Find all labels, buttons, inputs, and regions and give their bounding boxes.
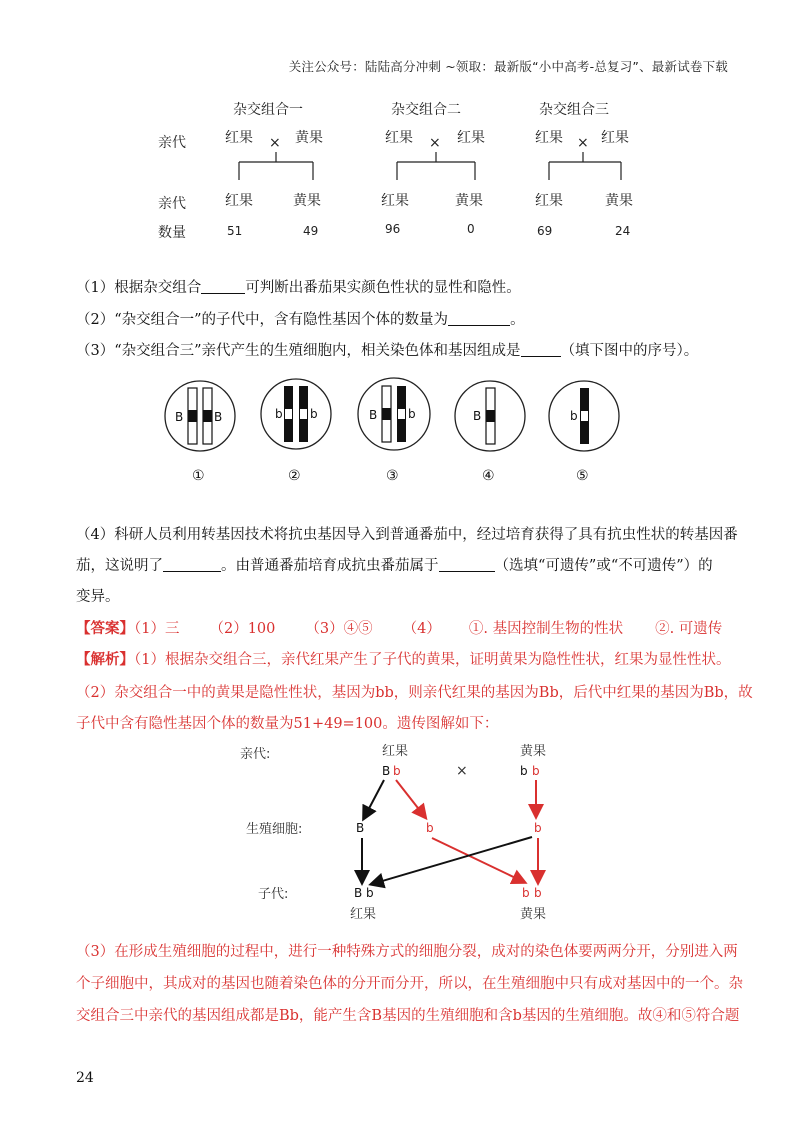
offspring-2: 黄果 (605, 193, 633, 209)
analysis-p3-line-3: 交组合三中亲代的基因组成都是Bb，能产生含B基因的生殖细胞和含b基因的生殖细胞。故④和⑤符合题 (76, 1008, 740, 1024)
diagram-child-yellow: 黄果 (520, 907, 547, 922)
parent-gene-B: B (382, 764, 391, 778)
group-title: 杂交组合二 (391, 102, 461, 118)
chromosome-cells-figure (160, 374, 660, 486)
offspring-1: 红果 (225, 193, 253, 209)
child-gene-b: b (366, 886, 374, 900)
gamete-b-red: b (426, 821, 434, 835)
allele-B: B (369, 408, 378, 422)
parent-yellow-gene-1: b (520, 764, 528, 778)
cell-label-4: ④ (482, 468, 495, 484)
parent-yellow-gene-2: b (532, 764, 540, 778)
offspring-1: 红果 (381, 193, 409, 209)
analysis-p2-line-1: （2）杂交组合一中的黄果是隐性性状，基因为bb，则亲代红果的基因为Bb，后代中红果的基因为Bb，故 (76, 685, 753, 701)
group-title: 杂交组合三 (539, 102, 609, 118)
count-2: 0 (467, 222, 475, 236)
question-4-line-1: （4）科研人员利用转基因技术将抗虫基因导入到普通番茄中，经过培育获得了具有抗虫性状的转基因番 (76, 527, 738, 543)
question-4-line-3: 变异。 (76, 589, 120, 605)
cell-label-2: ② (288, 468, 301, 484)
child-gene-B: B (354, 886, 363, 900)
page-number: 24 (76, 1070, 94, 1086)
count-1: 96 (385, 222, 401, 236)
analysis-p3-line-2: 个子细胞中，其成对的基因也随着染色体的分开而分开，所以，在生殖细胞中只有成对基因中的一个。杂 (76, 976, 743, 992)
row-label-offspring: 亲代 (158, 196, 186, 212)
gamete-b-yellow: b (534, 821, 542, 835)
diagram-parent-label: 亲代: (240, 747, 271, 762)
cross-table-figure (150, 90, 670, 250)
cross-symbol: × (269, 135, 281, 151)
cell-label-1: ① (192, 468, 205, 484)
analysis-p2-line-2: 子代中含有隐性基因个体的数量为51+49=100。遗传图解如下： (76, 716, 499, 732)
row-label-count: 数量 (158, 225, 186, 241)
diagram-cross: × (456, 763, 468, 779)
count-2: 49 (303, 224, 319, 238)
diagram-child-red: 红果 (350, 907, 377, 922)
gamete-B: B (356, 821, 365, 835)
question-2: （2）“杂交组合一”的子代中，含有隐性基因个体的数量为 。 (76, 312, 525, 328)
parent-2: 黄果 (295, 130, 323, 146)
cell-3 (358, 378, 430, 484)
diagram-parent-red: 红果 (382, 744, 409, 759)
parent-1: 红果 (535, 130, 563, 146)
cell-2 (261, 379, 331, 484)
parent-1: 红果 (225, 130, 253, 146)
allele-B: B (473, 409, 482, 423)
diagram-child-label: 子代: (258, 887, 289, 902)
child-yellow-gene-1: b (522, 886, 530, 900)
count-2: 24 (615, 224, 631, 238)
genetic-diagram (240, 738, 580, 928)
cross-group-3 (535, 101, 633, 238)
parent-1: 红果 (385, 130, 413, 146)
question-3: （3）“杂交组合三”亲代产生的生殖细胞内，相关染色体和基因组成是 （填下图中的序号）。 (76, 343, 699, 359)
allele-B-left: B (175, 410, 184, 424)
cell-label-5: ⑤ (576, 468, 589, 484)
offspring-2: 黄果 (293, 193, 321, 209)
group-title: 杂交组合一 (233, 102, 303, 118)
question-4-line-2: 茄，这说明了 。由普通番茄培育成抗虫番茄属于 （选填“可遗传”或“不可遗传”）的 (76, 558, 713, 574)
parent-gene-b: b (393, 764, 401, 778)
offspring-1: 红果 (535, 193, 563, 209)
offspring-2: 黄果 (455, 193, 483, 209)
row-label-parent: 亲代 (158, 135, 186, 151)
cell-4 (455, 381, 525, 484)
page-header: 关注公众号：陆陆高分冲刺 ~领取：最新版“小中高考-总复习”、最新试卷下载 (288, 59, 728, 74)
cell-label-3: ③ (386, 468, 399, 484)
diagram-gamete-label: 生殖细胞: (246, 822, 303, 837)
cell-5 (549, 381, 619, 484)
parent-2: 红果 (457, 130, 485, 146)
child-yellow-gene-2: b (534, 886, 542, 900)
allele-B-right: B (214, 410, 223, 424)
count-1: 69 (537, 224, 553, 238)
question-1: （1）根据杂交组合 可判断出番茄果实颜色性状的显性和隐性。 (76, 280, 521, 296)
allele-b: b (408, 407, 416, 421)
parent-2: 红果 (601, 130, 629, 146)
cross-symbol: × (577, 135, 589, 151)
cross-group-1 (225, 101, 323, 238)
cross-symbol: × (429, 135, 441, 151)
diagram-parent-yellow: 黄果 (520, 744, 547, 759)
cross-group-2 (381, 101, 485, 236)
allele-b-right: b (310, 407, 318, 421)
allele-b-left: b (275, 407, 283, 421)
analysis-p1: 【解析】（1）根据杂交组合三，亲代红果产生了子代的黄果，证明黄果为隐性性状，红果为显性性状。 (76, 651, 731, 668)
allele-b: b (570, 409, 578, 423)
count-1: 51 (227, 224, 243, 238)
analysis-p3-line-1: （3）在形成生殖细胞的过程中，进行一种特殊方式的细胞分裂，成对的染色体要两两分开，分别进入两 (76, 944, 738, 960)
answer-line: 【答案】（1）三 （2）100 （3）④⑤ （4） ①. 基因控制生物的性状 ②. 可遗传 (76, 620, 723, 637)
cell-1 (165, 381, 235, 484)
